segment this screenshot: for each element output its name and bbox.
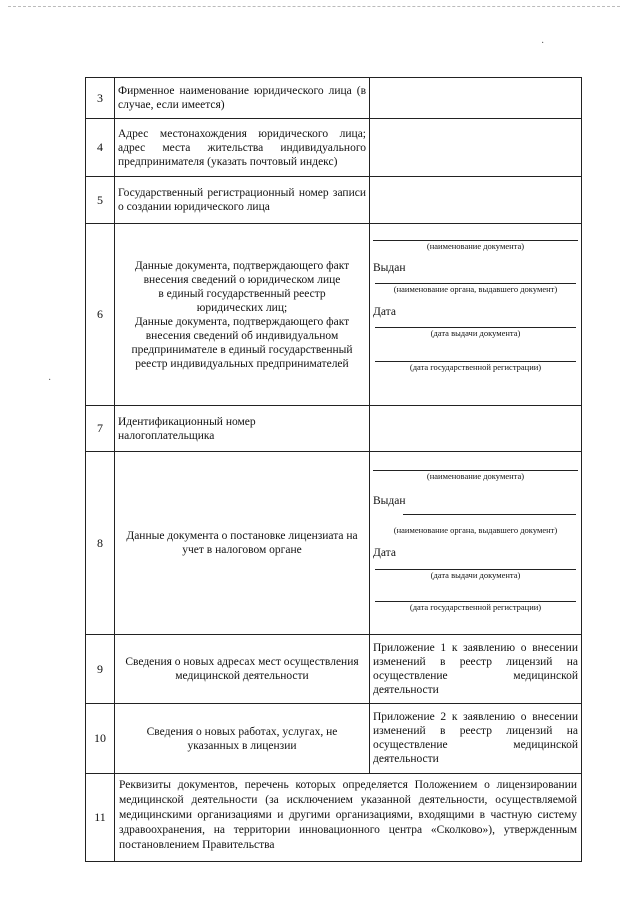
row-number: 11	[86, 774, 115, 862]
label-line: в единый государственный реестр	[158, 287, 326, 300]
caption-date: (дата выдачи документа)	[430, 570, 521, 580]
date-label: Дата	[373, 547, 396, 559]
row-number: 10	[86, 704, 115, 774]
label-line: реестр индивидуальных предпринимателей	[135, 357, 349, 370]
caption-org: (наименование органа, выдавшего документ)	[393, 284, 558, 294]
row-label: Государственный регистрационный номер записи о создании юридического лица	[115, 177, 370, 224]
document-block	[370, 452, 582, 635]
caption-doc: (наименование документа)	[373, 470, 578, 482]
row-number: 5	[86, 177, 115, 224]
caption-date: (дата выдачи документа)	[430, 328, 521, 338]
label-line: Данные документа, подтверждающего факт	[134, 315, 350, 328]
row-label: Данные документа о постановке лицензиата на учет в налоговом органе	[115, 452, 370, 635]
value-field[interactable]	[370, 406, 582, 452]
caption-doc: (наименование документа)	[373, 240, 578, 252]
table-row	[86, 406, 582, 452]
table-row	[86, 635, 582, 704]
issued-label: Выдан	[373, 495, 406, 507]
value-field: Приложение 2 к заявлению о внесении изменений в реестр лицензий на осуществление медицинской деятельности	[370, 704, 582, 774]
table-row	[86, 704, 582, 774]
document-block	[370, 224, 582, 406]
row-label: Сведения о новых адресах мест осуществления медицинской деятельности	[115, 635, 370, 704]
row-number: 4	[86, 119, 115, 177]
table-row	[86, 224, 582, 406]
row-number: 8	[86, 452, 115, 635]
label-line: внесения сведений о юридическом лице	[143, 273, 341, 286]
row-number: 7	[86, 406, 115, 452]
date-label: Дата	[373, 306, 396, 318]
label-line: юридических лиц;	[196, 301, 288, 314]
scan-speck: ·	[541, 38, 545, 49]
value-field: Приложение 1 к заявлению о внесении изменений в реестр лицензий на осуществление медицинской деятельности	[370, 635, 582, 704]
scan-top-edge	[8, 6, 620, 7]
table-row	[86, 177, 582, 224]
scan-speck: ·	[48, 375, 52, 386]
value-field[interactable]	[370, 78, 582, 119]
row-label: Сведения о новых работах, услугах, не указанных в лицензии	[115, 704, 370, 774]
row-label	[115, 224, 370, 406]
table-row	[86, 774, 582, 862]
issued-line[interactable]	[403, 514, 576, 515]
label-line: внесения сведений об индивидуальном	[145, 329, 339, 342]
row-label: Идентификационный номер налогоплательщика	[115, 406, 370, 452]
row-number: 3	[86, 78, 115, 119]
value-field[interactable]	[370, 119, 582, 177]
issued-label: Выдан	[373, 262, 406, 274]
row-label: Адрес местонахождения юридического лица; адрес места жительства индивидуального предпринимателя (указать почтовый индекс)	[115, 119, 370, 177]
table-row	[86, 78, 582, 119]
caption-org: (наименование органа, выдавшего документ)	[393, 525, 558, 535]
label-line: предпринимателе в единый государственный	[131, 343, 353, 356]
row-label: Фирменное наименование юридического лица (в случае, если имеется)	[115, 78, 370, 119]
license-form-table	[85, 77, 582, 862]
label-line: Данные документа, подтверждающего факт	[134, 259, 350, 272]
requisites-text: Реквизиты документов, перечень которых определяется Положением о лицензировании медицинской деятельности (за исключением указанной деятельности, осуществляемой медицинскими организациями и другими организациями, входящими в частную систему здравоохранения, на территории инновационного центра «Сколково»), утвержденным постановлением Правительства	[115, 774, 582, 862]
table-row	[86, 119, 582, 177]
caption-reg: (дата государственной регистрации)	[409, 602, 542, 612]
value-field[interactable]	[370, 177, 582, 224]
row-number: 9	[86, 635, 115, 704]
table-row	[86, 452, 582, 635]
row-number: 6	[86, 224, 115, 406]
caption-reg: (дата государственной регистрации)	[409, 362, 542, 372]
